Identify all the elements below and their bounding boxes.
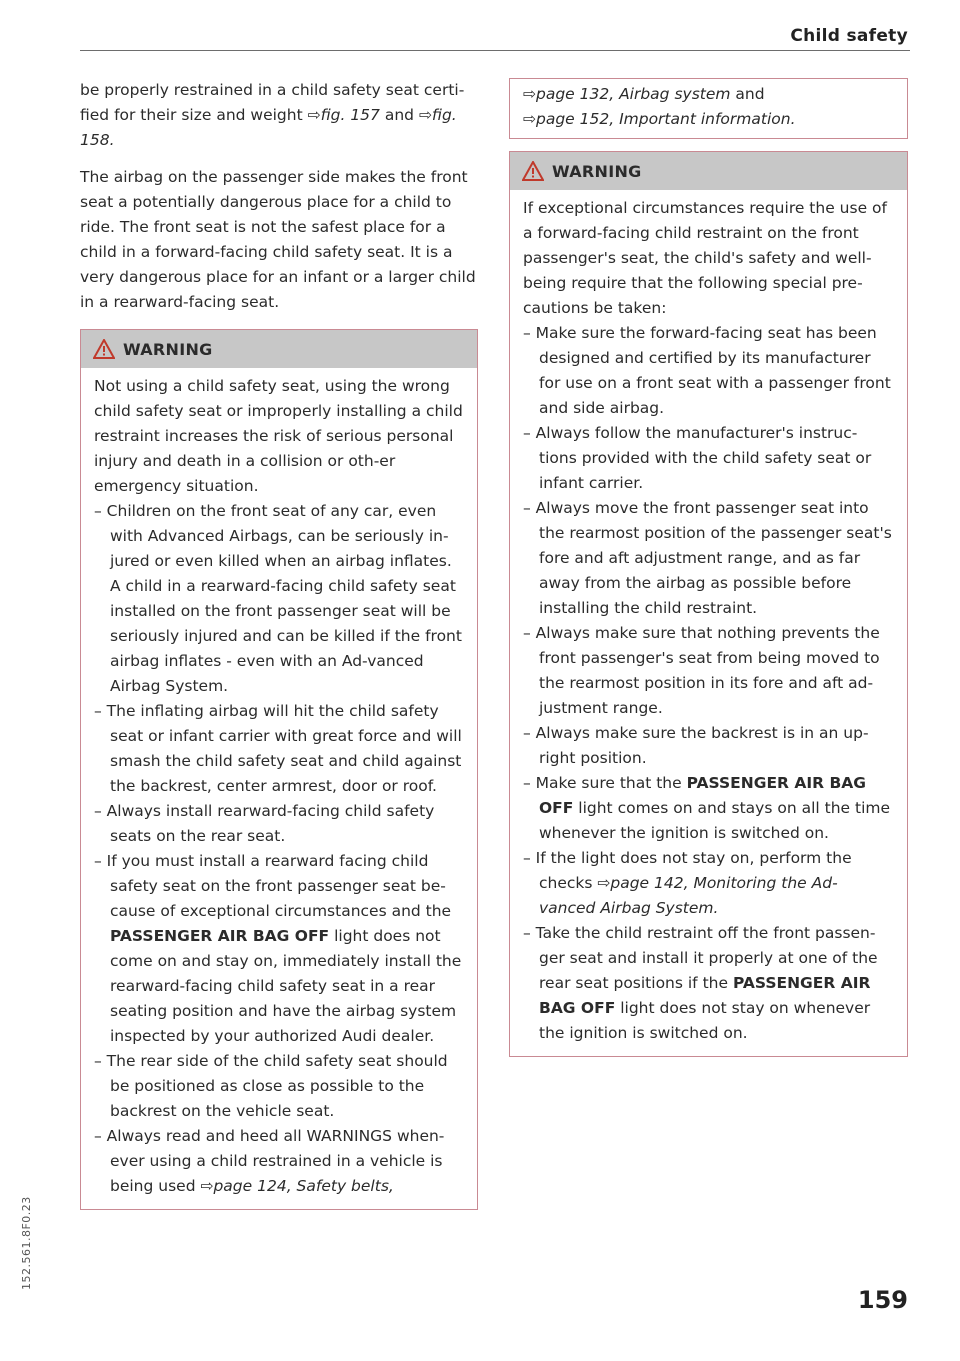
- page-number: 159: [857, 1286, 908, 1314]
- passenger-airbag-off-label: PASSENGER AIR BAG OFF: [110, 927, 330, 945]
- page-152-link[interactable]: ⇨page 152, Important information.: [523, 110, 796, 128]
- list-item: – Make sure the forward-facing seat has been designed and certified by its manufacturer for use on a front seat with a passenger front and side airbag.: [523, 324, 891, 417]
- list-item: [94, 849, 463, 1049]
- list-item-text: – If you must install a rearward facing child safety seat on the front passenger seat be-cause of exceptional circumstances and the: [94, 852, 452, 920]
- fig-158-link[interactable]: ⇨fig. 158.: [80, 106, 457, 149]
- warning-header-left: [81, 330, 477, 368]
- intro-and: and: [379, 106, 414, 124]
- list-item: – The rear side of the child safety seat should be positioned as close as possible to the backrest on the vehicle seat.: [94, 1052, 448, 1120]
- intro-paragraph-1: [80, 78, 478, 153]
- warning-heading: WARNING: [552, 161, 642, 181]
- list-item: [523, 921, 893, 1046]
- fig-157-link[interactable]: ⇨fig. 157: [307, 106, 380, 124]
- warning-triangle-icon: [522, 161, 544, 181]
- list-item-text: light does not come on and stay on, immediately install the rearward-facing child safety seat in a rear seating position and have the airbag system inspected by your authorized Audi dealer.: [110, 927, 462, 1045]
- warning-lead: If exceptional circumstances require the use of a forward-facing child restraint on the front passenger's seat, the child's safety and well-being require that the following special pre-cautions be taken:: [523, 199, 887, 317]
- warning-body-left: [81, 368, 477, 1209]
- page-142-link[interactable]: ⇨page 142, Monitoring the Ad-vanced Airbag System.: [539, 874, 838, 917]
- page-132-link[interactable]: ⇨page 132, Airbag system: [523, 85, 731, 103]
- warning-header-right: [510, 152, 907, 190]
- warning-body-right: [510, 190, 907, 1056]
- left-column: [80, 78, 478, 1210]
- right-column: [509, 78, 908, 1057]
- list-item: [94, 1124, 463, 1199]
- ref-and: and: [730, 85, 765, 103]
- list-item: – Always move the front passenger seat into the rearmost position of the passenger seat's fore and aft adjustment range, and as far away from the airbag as possible before installing the child restraint.: [523, 499, 892, 617]
- side-document-code: 152.561.8F0.23: [20, 1196, 33, 1290]
- list-item-text: – Always read and heed all WARNINGS when-ever using a child restrained in a vehicle is being used: [94, 1127, 445, 1195]
- list-item-text: light does not stay on whenever the ignition is switched on.: [539, 999, 871, 1042]
- continued-refs-box: [509, 78, 908, 139]
- intro-paragraph-2: The airbag on the passenger side makes the front seat a potentially dangerous place for a child to ride. The front seat is not the safest place for a child in a forward-facing child safety seat. It is a very dangerous place for an infant or a larger child in a rearward-facing seat.: [80, 168, 476, 311]
- list-item: – Always make sure that nothing prevents the front passenger's seat from being moved to the rearmost position in its fore and aft ad-justment range.: [523, 624, 880, 717]
- warning-list-right: [523, 321, 893, 1046]
- warning-lead: Not using a child safety seat, using the wrong child safety seat or improperly installing a child restraint increases the risk of serious personal injury and death in a collision or oth-er emergency situation.: [94, 377, 463, 495]
- list-item-text: – Make sure that the: [523, 774, 687, 792]
- list-item-text: light comes on and stays on all the time whenever the ignition is switched on.: [539, 799, 891, 842]
- list-item: – Always follow the manufacturer's instruc-tions provided with the child safety seat or infant carrier.: [523, 424, 872, 492]
- list-item-text: – Take the child restraint off the front passen-ger seat and install it properly at one of the rear seat positions if the: [523, 924, 878, 992]
- list-item: [523, 771, 893, 846]
- warning-triangle-icon: [93, 339, 115, 359]
- list-item: [523, 846, 893, 921]
- warning-box-right: [509, 151, 908, 1057]
- warning-list-left: [94, 499, 463, 1199]
- warning-box-left: [80, 329, 478, 1210]
- passenger-airbag-off-label: PASSENGER AIR BAG OFF: [539, 774, 867, 817]
- list-item: – Always make sure the backrest is in an up-right position.: [523, 724, 869, 767]
- header-rule: [80, 50, 910, 51]
- list-item: – Always install rearward-facing child safety seats on the rear seat.: [94, 802, 435, 845]
- page-124-link[interactable]: ⇨page 124, Safety belts,: [200, 1177, 394, 1195]
- warning-heading: WARNING: [123, 339, 213, 359]
- intro-text: be properly restrained in a child safety seat certi-fied for their size and weight: [80, 81, 465, 124]
- list-item: – The inflating airbag will hit the child safety seat or infant carrier with great force and will smash the child safety seat and child against the backrest, center armrest, door or roof.: [94, 702, 462, 795]
- section-title: Child safety: [790, 26, 908, 46]
- list-item-text: – If the light does not stay on, perform the checks: [523, 849, 852, 892]
- passenger-airbag-off-label: PASSENGER AIR BAG OFF: [539, 974, 871, 1017]
- list-item: – Children on the front seat of any car, even with Advanced Airbags, can be seriously in-jured or even killed when an airbag inflates. A child in a rearward-facing child safety seat installed on the front passenger seat will be seriously injured and can be killed if the front airbag inflates - even with an Ad-vanced Airbag System.: [94, 502, 462, 695]
